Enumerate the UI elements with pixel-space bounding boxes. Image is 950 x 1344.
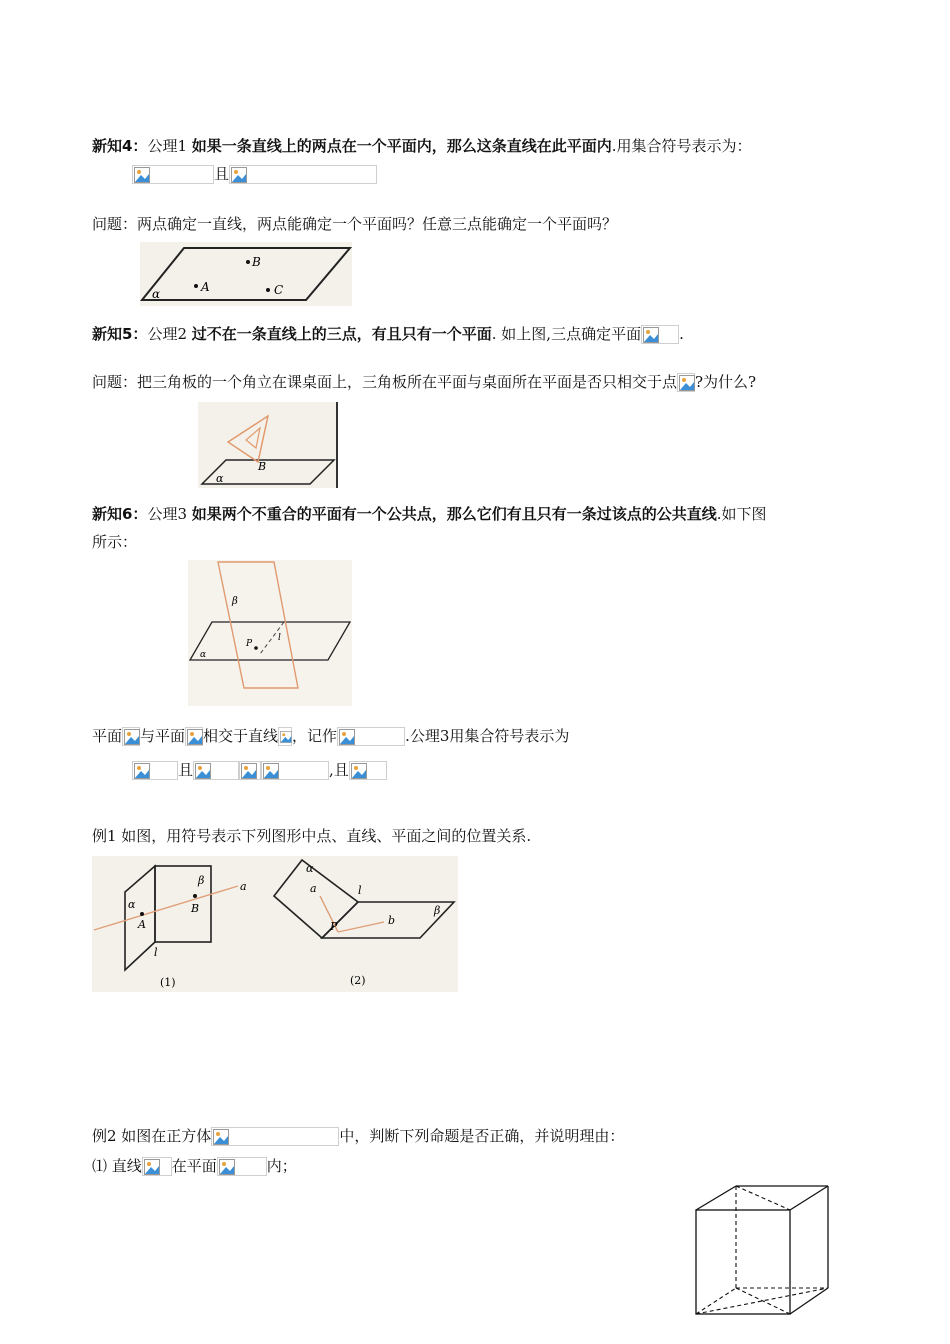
label-A: A	[138, 918, 146, 931]
axiom-3-paragraph	[92, 504, 767, 524]
formula-placeholder	[132, 165, 214, 184]
text-and-plane: 与平面	[140, 727, 186, 745]
text-plane: 平面	[92, 727, 123, 745]
axiom-3-symbols	[132, 760, 387, 780]
image-placeholder-icon	[187, 729, 203, 745]
axiom-1-label: 公理1	[147, 137, 192, 155]
label-B: B	[258, 460, 267, 473]
label-beta: β	[232, 596, 238, 607]
formula-placeholder	[211, 1127, 339, 1146]
image-placeholder-icon	[144, 1159, 160, 1175]
formula-placeholder	[278, 727, 292, 746]
label-alpha: α	[306, 862, 314, 875]
label-A: A	[201, 280, 210, 294]
formula-placeholder	[193, 761, 239, 780]
label-a: a	[310, 882, 317, 895]
text-denote: ，记作	[292, 727, 338, 745]
item-1-text-a: ⑴ 直线	[92, 1157, 142, 1175]
image-placeholder-icon	[134, 167, 150, 183]
label-alpha: α	[216, 472, 224, 485]
text-axiom-3-symbols: .公理3用集合符号表示为	[405, 727, 570, 745]
formula-placeholder	[217, 1157, 267, 1176]
image-placeholder-icon	[679, 375, 695, 391]
image-placeholder-icon	[280, 729, 292, 745]
figure-three-points-plane	[140, 242, 352, 306]
image-placeholder-icon	[339, 729, 355, 745]
axiom-1-statement: 如果一条直线上的两点在一个平面内，那么这条直线在此平面内	[191, 137, 612, 155]
label-beta: β	[434, 904, 441, 917]
axiom-2-end: .	[679, 325, 684, 343]
label-l: l	[154, 946, 158, 959]
image-placeholder-icon	[134, 763, 150, 779]
label-a: a	[240, 880, 247, 893]
formula-placeholder	[641, 325, 679, 344]
formula-placeholder	[239, 761, 261, 780]
axiom-2-label: 公理2	[147, 325, 192, 343]
figure-cube	[694, 1184, 830, 1316]
formula-placeholder	[677, 373, 695, 392]
label-B: B	[191, 902, 200, 915]
axiom-1-paragraph	[92, 136, 752, 156]
image-placeholder-icon	[263, 763, 279, 779]
image-placeholder-icon	[124, 729, 140, 745]
label-alpha: α	[152, 287, 161, 301]
axiom-2-paragraph	[92, 324, 684, 344]
figure-2-caption: (2)	[350, 974, 366, 987]
label-alpha: α	[128, 898, 136, 911]
label-new-knowledge-5: 新知5：	[92, 325, 148, 343]
example-2-text-b: 中，判断下列命题是否正确，并说明理由：	[339, 1127, 625, 1145]
intersection-sentence	[92, 726, 569, 746]
formula-placeholder	[229, 165, 377, 184]
item-1-text-b: 在平面	[171, 1157, 217, 1175]
formula-placeholder	[122, 727, 140, 746]
formula-placeholder	[261, 761, 329, 780]
label-new-knowledge-6: 新知6：	[92, 505, 148, 523]
example-2-text-a: 例2 如图在正方体	[92, 1127, 212, 1145]
figure-triangle-on-desk	[198, 402, 338, 488]
label-beta: β	[198, 874, 205, 887]
question-2-tail: ?为什么?	[695, 373, 757, 391]
image-placeholder-icon	[219, 1159, 235, 1175]
example-2	[92, 1126, 624, 1146]
axiom-3-line2: 所示：	[92, 533, 138, 551]
question-2	[92, 372, 756, 392]
label-P: P	[246, 639, 253, 649]
image-placeholder-icon	[351, 763, 367, 779]
formula-placeholder	[349, 761, 387, 780]
label-P: P	[330, 920, 338, 933]
question-2-text: 问题：把三角板的一个角立在课桌面上，三角板所在平面与桌面所在平面是否只相交于点	[92, 373, 678, 391]
and-text: 且	[178, 761, 194, 779]
figure-two-planes-intersect	[188, 560, 352, 706]
example-1: 例1 如图，用符号表示下列图形中点、直线、平面之间的位置关系.	[92, 827, 532, 845]
example-1-figures	[92, 856, 458, 992]
label-l: l	[358, 884, 362, 897]
label-new-knowledge-4: 新知4：	[92, 137, 148, 155]
image-placeholder-icon	[241, 763, 257, 779]
axiom-3-tail: .如下图	[716, 505, 767, 523]
formula-placeholder	[142, 1157, 172, 1176]
question-1: 问题：两点确定一直线，两点能确定一个平面吗？任意三点能确定一个平面吗？	[92, 215, 618, 233]
image-placeholder-icon	[643, 327, 659, 343]
label-C: C	[274, 283, 284, 297]
formula-placeholder	[132, 761, 178, 780]
axiom-2-statement: 过不在一条直线上的三点，有且只有一个平面	[191, 325, 492, 343]
image-placeholder-icon	[213, 1129, 229, 1145]
image-placeholder-icon	[195, 763, 211, 779]
axiom-3-statement: 如果两个不重合的平面有一个公共点，那么它们有且只有一条过该点的公共直线	[191, 505, 717, 523]
label-alpha: α	[200, 650, 207, 660]
axiom-2-mid: . 如上图,三点确定平面	[491, 325, 642, 343]
formula-placeholder	[337, 727, 405, 746]
example-2-item-1	[92, 1156, 297, 1176]
axiom-1-tail: .用集合符号表示为：	[611, 137, 752, 155]
axiom-3-label: 公理3	[147, 505, 192, 523]
image-placeholder-icon	[231, 167, 247, 183]
formula-placeholder	[185, 727, 203, 746]
figure-1-caption: (1)	[160, 976, 176, 989]
label-B: B	[252, 255, 261, 269]
and-text: 且	[214, 165, 230, 183]
axiom-1-symbols	[132, 164, 377, 184]
item-1-text-c: 内；	[266, 1157, 297, 1175]
text-intersect-line: 相交于直线	[203, 727, 279, 745]
label-b: b	[388, 914, 396, 927]
and-text: ,且	[329, 761, 349, 779]
label-l: l	[278, 633, 281, 643]
